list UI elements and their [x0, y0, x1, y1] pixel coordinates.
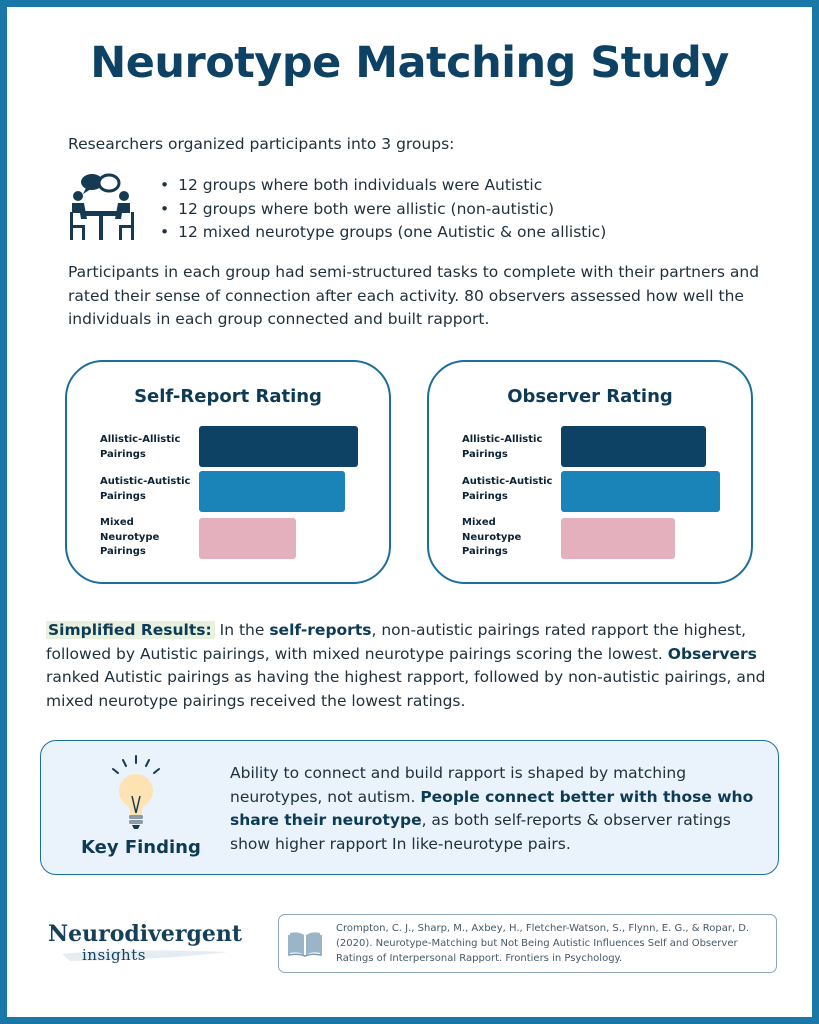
chart-label-autistic: Autistic-Autistic Pairings [100, 476, 191, 502]
chart-label-allistic: Allistic-Allistic Pairings [100, 434, 181, 460]
open-book-icon [288, 929, 322, 957]
bar-allistic [561, 426, 706, 467]
people-meeting-icon [64, 172, 140, 242]
results-text: , non-autistic pairings rated rapport the highest, followed by Autistic pairings, with mixed neurotype pairings scoring the lowest. [46, 621, 747, 663]
chart-title: Self-Report Rating [134, 386, 322, 407]
brand-logo-text: Neurodivergent [48, 921, 243, 947]
self-report-chart-panel [65, 360, 391, 584]
list-item: • 12 mixed neurotype groups (one Autistic & one allistic) [160, 221, 606, 245]
bar-mixed [561, 518, 675, 559]
list-item: • 12 groups where both individuals were Autistic [160, 174, 606, 198]
bar-autistic [199, 471, 345, 512]
brand-logo-subtext: insights [82, 946, 146, 964]
bar-allistic [199, 426, 358, 467]
intro-text: Researchers organized participants into 3 groups: [68, 135, 455, 153]
results-text: In the [214, 621, 270, 639]
group-list [160, 174, 606, 245]
key-finding-box [40, 740, 779, 875]
results-paragraph [46, 619, 786, 713]
bar-mixed [199, 518, 296, 559]
key-finding-text [230, 762, 760, 856]
key-finding-label: Key Finding [81, 837, 201, 858]
bar-autistic [561, 471, 720, 512]
chart-label-autistic: Autistic-Autistic Pairings [462, 476, 553, 502]
key-finding-plain: Ability to connect and build rapport is shaped by matching neurotypes, not autism. [230, 764, 687, 806]
results-label: Simplified Results: [46, 621, 215, 639]
results-emphasis: self-reports [269, 621, 372, 639]
chart-label-mixed: Mixed Neurotype Pairings [100, 517, 160, 557]
results-text: ranked Autistic pairings as having the highest rapport, followed by non-autistic pairings, and mixed neurotype pairings received the lowest ratings. [46, 668, 766, 710]
study-description: Participants in each group had semi-structured tasks to complete with their partners and rated their sense of connection after each activity. 80 observers assessed how well the individuals in each group connected and built rapport. [68, 263, 760, 328]
list-item: • 12 groups where both were allistic (non-autistic) [160, 198, 606, 222]
citation-box [278, 914, 777, 973]
lightbulb-icon [103, 753, 169, 833]
results-emphasis: Observers [667, 644, 757, 663]
page-title: Neurotype Matching Study [90, 38, 729, 88]
chart-label-mixed: Mixed Neurotype Pairings [462, 517, 522, 557]
key-finding-plain: , as both self-reports & observer ratings show higher rapport In like-neurotype pairs. [230, 811, 731, 853]
key-finding-emphasis: People connect better with those who share their neurotype [230, 787, 754, 829]
chart-label-allistic: Allistic-Allistic Pairings [462, 434, 543, 460]
citation-text: Crompton, C. J., Sharp, M., Axbey, H., Fletcher-Watson, S., Flynn, E. G., & Ropar, D. (2020). Neurotype-Matching but Not Being Autistic Influences Self and Observer Ratings of Interpersonal Rapport. Frontiers in Psychology. [336, 923, 750, 964]
chart-title: Observer Rating [507, 386, 673, 407]
observer-chart-panel [427, 360, 753, 584]
